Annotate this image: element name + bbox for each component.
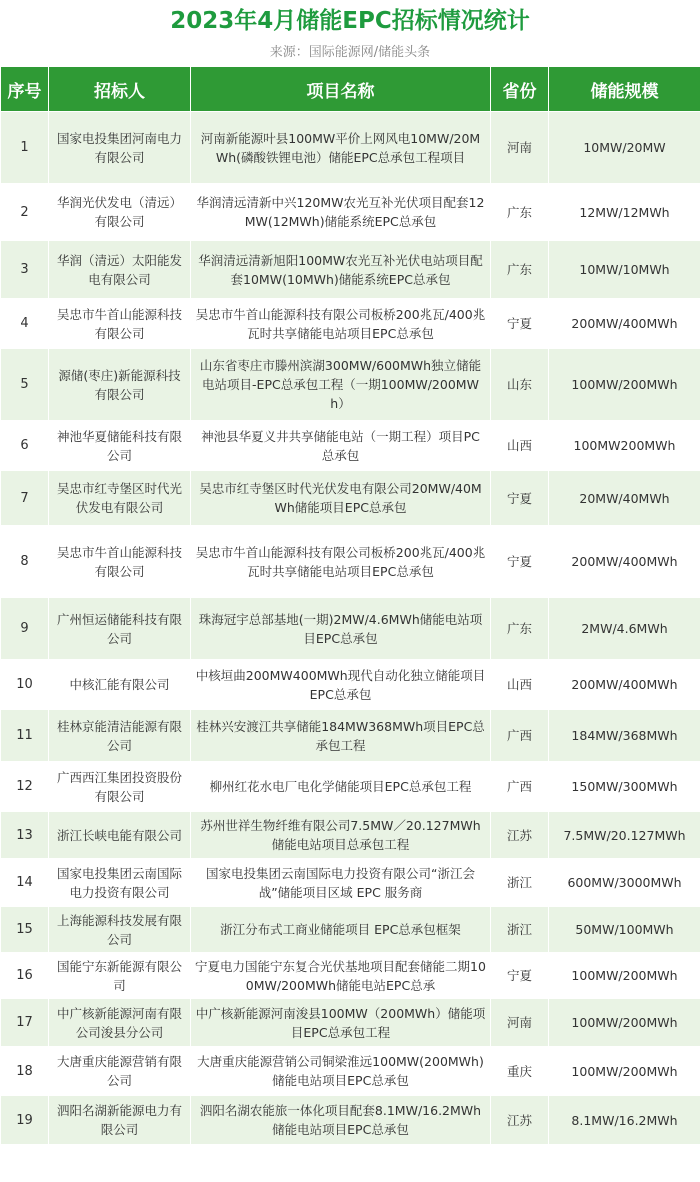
province-cell: 山西 [491, 421, 549, 471]
source-line: 来源：国际能源网/储能头条 [269, 45, 431, 60]
row-number: 13 [1, 812, 49, 859]
province-cell: 宁夏 [491, 471, 549, 526]
scale-cell: 7.5MW/20.127MWh [549, 812, 700, 859]
table-row [1, 1096, 700, 1145]
scale-cell: 12MW/12MWh [549, 184, 700, 241]
project-cell: 珠海冠宇总部基地(一期)2MW/4.6MWh储能电站项目EPC总承包 [191, 598, 491, 660]
row-number: 8 [1, 526, 49, 598]
table-body [1, 112, 700, 1145]
table-row [1, 1047, 700, 1096]
project-cell: 中核垣曲200MW400MWh现代自动化独立储能项目EPC总承包 [191, 660, 491, 710]
bidder-cell: 上海能源科技发展有限公司 [49, 907, 191, 953]
row-number: 16 [1, 953, 49, 999]
header-province: 省份 [491, 67, 549, 112]
row-number: 19 [1, 1096, 49, 1145]
province-cell: 广西 [491, 762, 549, 812]
project-cell: 泗阳名湖农能旅一体化项目配套8.1MW/16.2MWh储能电站项目EPC总承包 [191, 1096, 491, 1145]
row-number: 14 [1, 859, 49, 907]
header-no: 序号 [1, 67, 49, 112]
table-row [1, 349, 700, 421]
table-row [1, 184, 700, 241]
row-number: 12 [1, 762, 49, 812]
province-cell: 广东 [491, 241, 549, 299]
table-row [1, 112, 700, 184]
bidder-cell: 华润光伏发电（清远）有限公司 [49, 184, 191, 241]
page-title: 2023年4月储能EPC招标情况统计 [170, 8, 530, 34]
project-cell: 宁夏电力国能宁东复合光伏基地项目配套储能二期100MW/200MWh储能电站EPC总承 [191, 953, 491, 999]
row-number: 2 [1, 184, 49, 241]
bidder-cell: 吴忠市红寺堡区时代光伏发电有限公司 [49, 471, 191, 526]
scale-cell: 200MW/400MWh [549, 660, 700, 710]
province-cell: 重庆 [491, 1047, 549, 1096]
row-number: 7 [1, 471, 49, 526]
bidder-cell: 源储(枣庄)新能源科技有限公司 [49, 349, 191, 421]
bidder-cell: 泗阳名湖新能源电力有限公司 [49, 1096, 191, 1145]
bidder-cell: 中广核新能源河南有限公司浚县分公司 [49, 999, 191, 1047]
table-row [1, 421, 700, 471]
project-cell: 神池县华夏义井共享储能电站（一期工程）项目PC总承包 [191, 421, 491, 471]
scale-cell: 150MW/300MWh [549, 762, 700, 812]
bidder-cell: 国家电投集团河南电力有限公司 [49, 112, 191, 184]
bidder-cell: 吴忠市牛首山能源科技有限公司 [49, 526, 191, 598]
bidder-cell: 国能宁东新能源有限公司 [49, 953, 191, 999]
row-number: 6 [1, 421, 49, 471]
project-cell: 桂林兴安渡江共享储能184MW368MWh项目EPC总承包工程 [191, 710, 491, 762]
province-cell: 宁夏 [491, 526, 549, 598]
scale-cell: 50MW/100MWh [549, 907, 700, 953]
scale-cell: 100MW/200MWh [549, 999, 700, 1047]
project-cell: 国家电投集团云南国际电力投资有限公司“浙江会战”储能项目区域 EPC 服务商 [191, 859, 491, 907]
project-cell: 河南新能源叶县100MW平价上网风电10MW/20MWh(磷酸铁锂电池）储能EPC总承包工程项目 [191, 112, 491, 184]
bidder-cell: 华润（清远）太阳能发电有限公司 [49, 241, 191, 299]
project-cell: 大唐重庆能源营销公司铜梁淮远100MW(200MWh)储能电站项目EPC总承包 [191, 1047, 491, 1096]
row-number: 15 [1, 907, 49, 953]
bidder-cell: 广州恒运储能科技有限公司 [49, 598, 191, 660]
project-cell: 吴忠市牛首山能源科技有限公司板桥200兆瓦/400兆瓦时共享储能电站项目EPC总承包 [191, 299, 491, 349]
table-row [1, 812, 700, 859]
scale-cell: 2MW/4.6MWh [549, 598, 700, 660]
bidder-cell: 桂林京能清洁能源有限公司 [49, 710, 191, 762]
bidder-cell: 大唐重庆能源营销有限公司 [49, 1047, 191, 1096]
row-number: 1 [1, 112, 49, 184]
province-cell: 山东 [491, 349, 549, 421]
province-cell: 广东 [491, 598, 549, 660]
bidder-cell: 神池华夏储能科技有限公司 [49, 421, 191, 471]
row-number: 11 [1, 710, 49, 762]
scale-cell: 20MW/40MWh [549, 471, 700, 526]
table-row [1, 999, 700, 1047]
scale-cell: 100MW/200MWh [549, 349, 700, 421]
province-cell: 江苏 [491, 812, 549, 859]
bidder-cell: 广西西江集团投资股份有限公司 [49, 762, 191, 812]
scale-cell: 8.1MW/16.2MWh [549, 1096, 700, 1145]
scale-cell: 100MW/200MWh [549, 953, 700, 999]
table-header-row [1, 67, 700, 112]
row-number: 17 [1, 999, 49, 1047]
project-cell: 华润清远清新旭阳100MW农光互补光伏电站项目配套10MW(10MWh)储能系统EPC总承包 [191, 241, 491, 299]
scale-cell: 200MW/400MWh [549, 526, 700, 598]
table-row [1, 660, 700, 710]
project-cell: 华润清远清新中兴120MW农光互补光伏项目配套12MW(12MWh)储能系统EPC总承包 [191, 184, 491, 241]
bidder-cell: 吴忠市牛首山能源科技有限公司 [49, 299, 191, 349]
header-scale: 储能规模 [549, 67, 700, 112]
province-cell: 宁夏 [491, 299, 549, 349]
province-cell: 广东 [491, 184, 549, 241]
project-cell: 苏州世祥生物纤维有限公司7.5MW／20.127MWh储能电站项目总承包工程 [191, 812, 491, 859]
province-cell: 宁夏 [491, 953, 549, 999]
bidding-table [0, 66, 700, 1145]
project-cell: 山东省枣庄市滕州滨湖300MW/600MWh独立储能电站项目-EPC总承包工程（一期100MW/200MWh） [191, 349, 491, 421]
project-cell: 吴忠市红寺堡区时代光伏发电有限公司20MW/40MWh储能项目EPC总承包 [191, 471, 491, 526]
scale-cell: 200MW/400MWh [549, 299, 700, 349]
province-cell: 浙江 [491, 859, 549, 907]
bidder-cell: 中核汇能有限公司 [49, 660, 191, 710]
row-number: 5 [1, 349, 49, 421]
row-number: 10 [1, 660, 49, 710]
project-cell: 浙江分布式工商业储能项目 EPC总承包框架 [191, 907, 491, 953]
row-number: 4 [1, 299, 49, 349]
province-cell: 山西 [491, 660, 549, 710]
row-number: 18 [1, 1047, 49, 1096]
table-row [1, 241, 700, 299]
table-row [1, 471, 700, 526]
scale-cell: 10MW/20MW [549, 112, 700, 184]
project-cell: 吴忠市牛首山能源科技有限公司板桥200兆瓦/400兆瓦时共享储能电站项目EPC总承包 [191, 526, 491, 598]
table-row [1, 598, 700, 660]
province-cell: 河南 [491, 999, 549, 1047]
province-cell: 广西 [491, 710, 549, 762]
table-row [1, 907, 700, 953]
table-row [1, 859, 700, 907]
scale-cell: 10MW/10MWh [549, 241, 700, 299]
scale-cell: 100MW/200MWh [549, 1047, 700, 1096]
scale-cell: 100MW200MWh [549, 421, 700, 471]
table-row [1, 526, 700, 598]
bidder-cell: 国家电投集团云南国际电力投资有限公司 [49, 859, 191, 907]
table-row [1, 762, 700, 812]
scale-cell: 184MW/368MWh [549, 710, 700, 762]
project-cell: 中广核新能源河南浚县100MW（200MWh）储能项目EPC总承包工程 [191, 999, 491, 1047]
province-cell: 河南 [491, 112, 549, 184]
scale-cell: 600MW/3000MWh [549, 859, 700, 907]
row-number: 9 [1, 598, 49, 660]
project-cell: 柳州红花水电厂电化学储能项目EPC总承包工程 [191, 762, 491, 812]
bidder-cell: 浙江长峡电能有限公司 [49, 812, 191, 859]
row-number: 3 [1, 241, 49, 299]
table-row [1, 299, 700, 349]
header-project: 项目名称 [191, 67, 491, 112]
table-row [1, 710, 700, 762]
header-bidder: 招标人 [49, 67, 191, 112]
province-cell: 浙江 [491, 907, 549, 953]
table-row [1, 953, 700, 999]
province-cell: 江苏 [491, 1096, 549, 1145]
